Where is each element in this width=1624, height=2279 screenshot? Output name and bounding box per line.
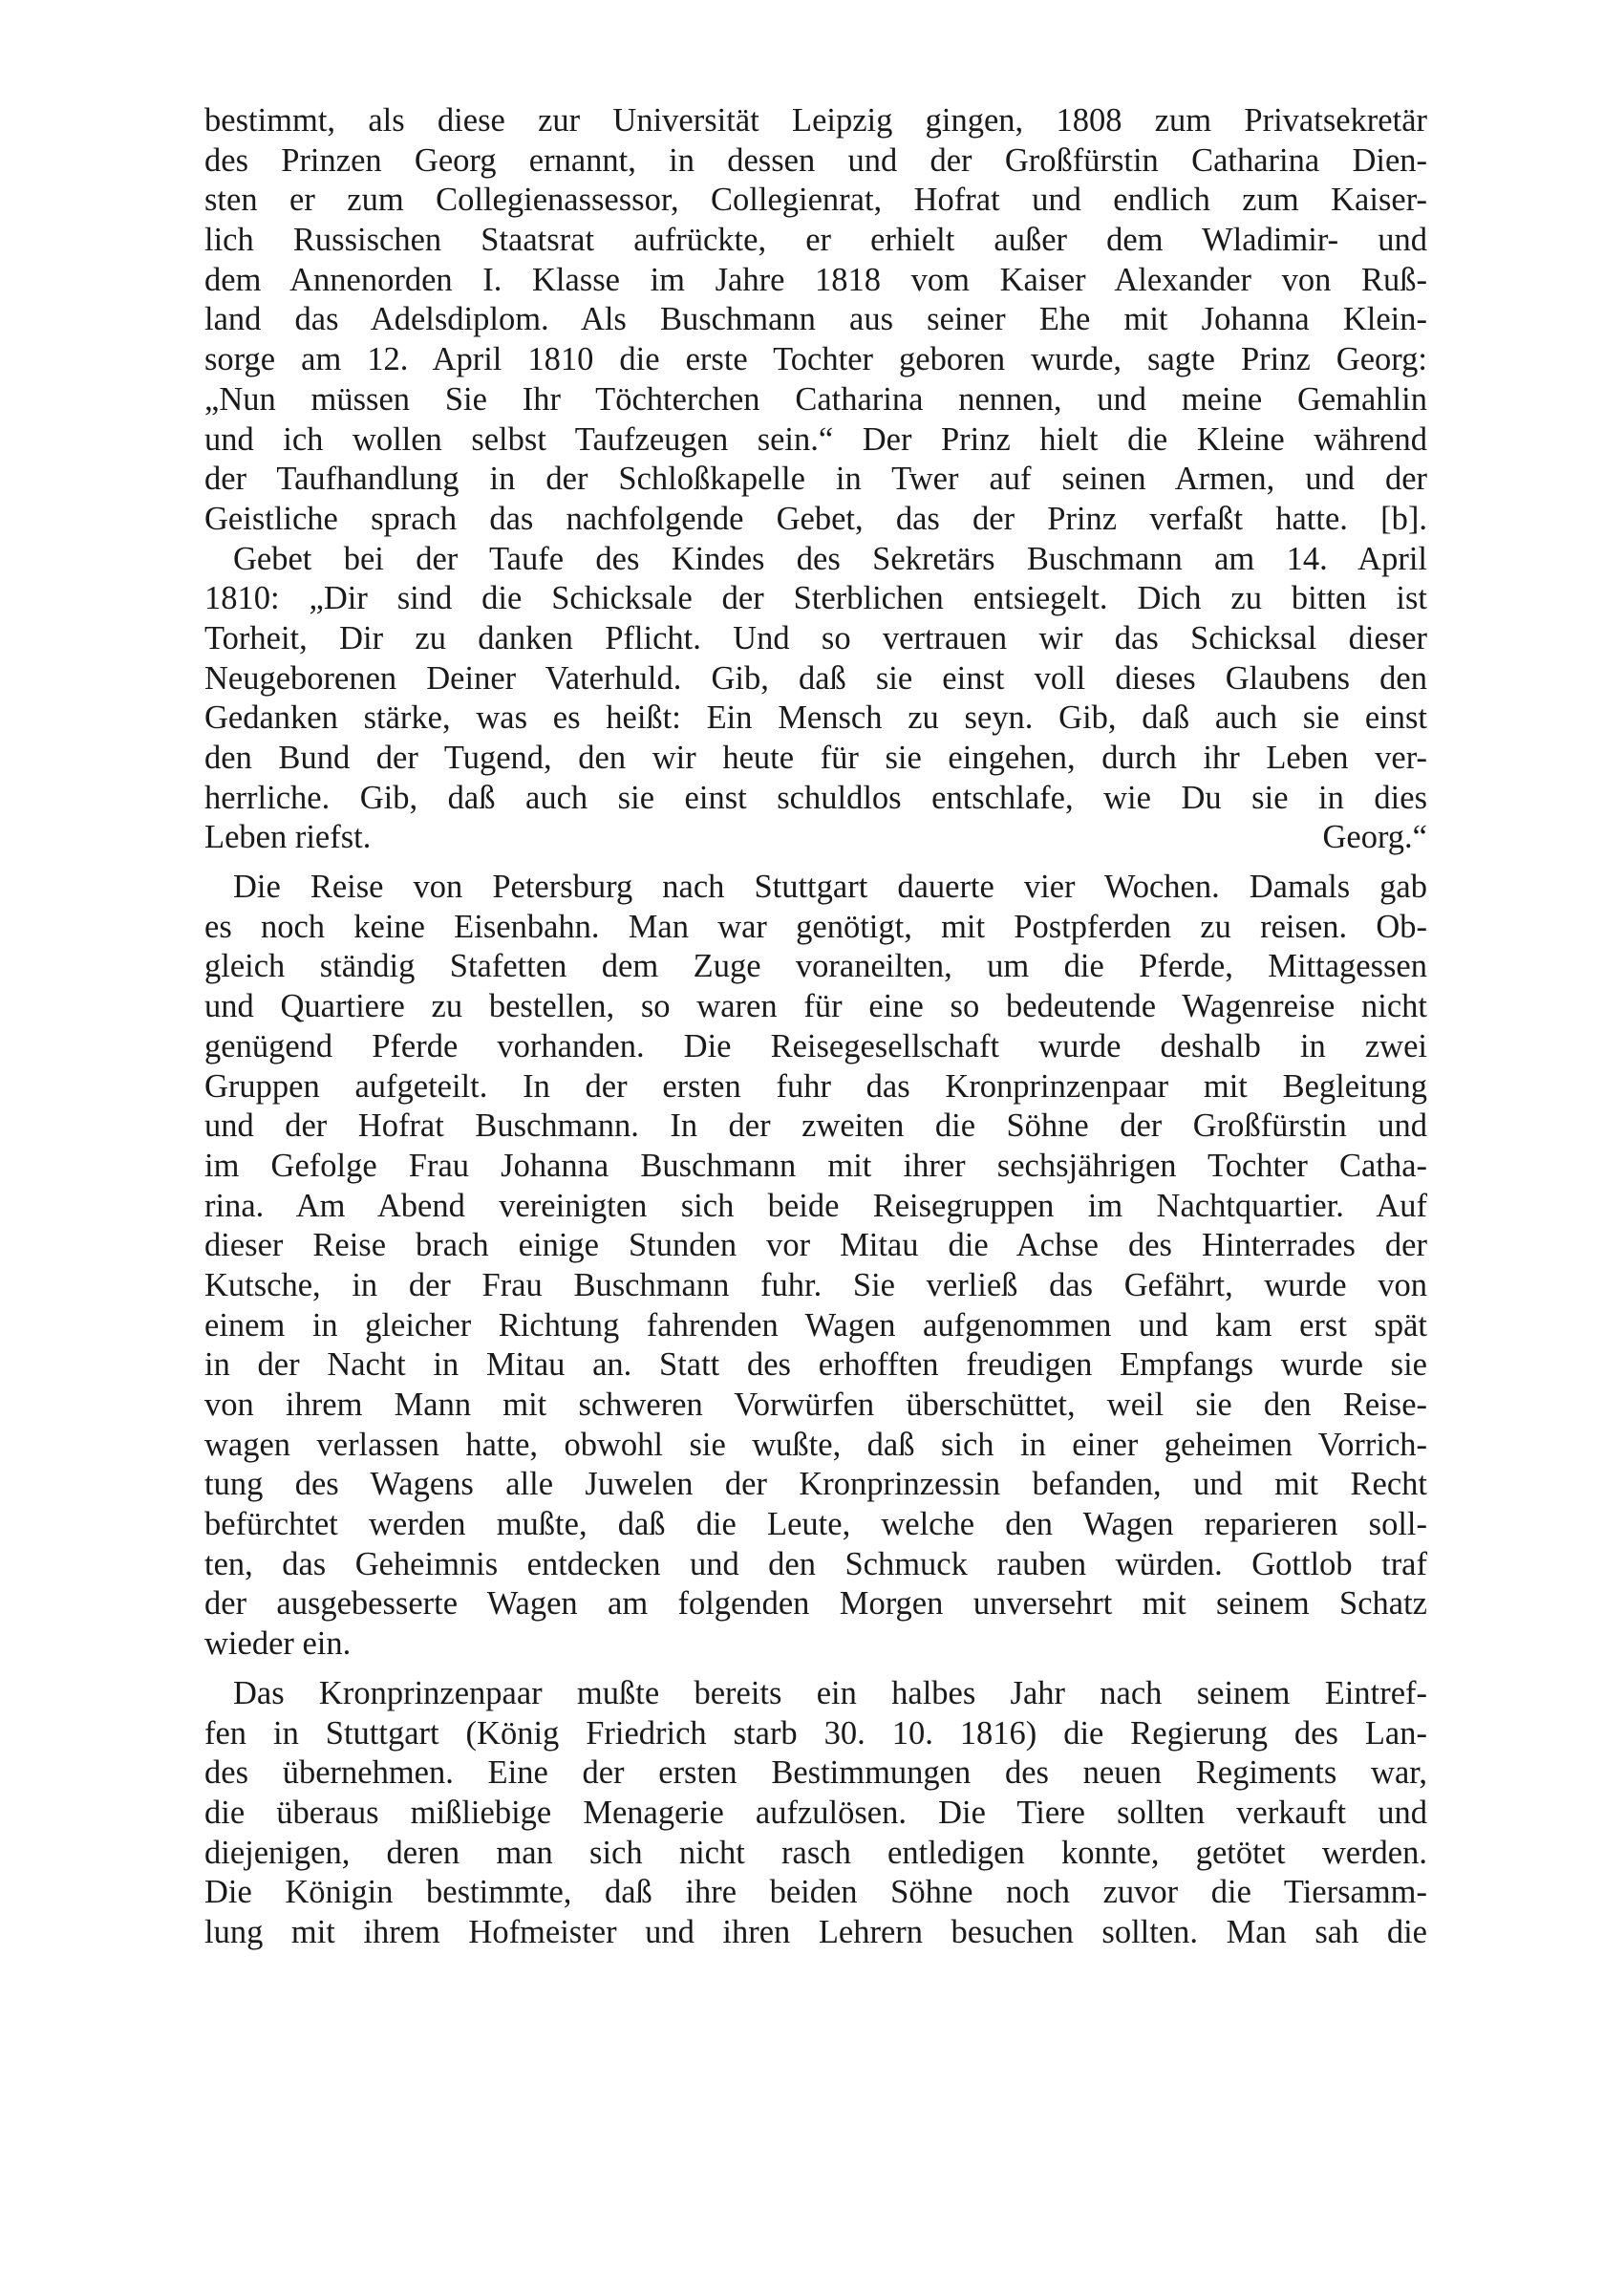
text-line: dem Annenorden I. Klasse im Jahre 1818 vom Kaiser Alexander von Ruß- — [204, 261, 1427, 298]
text-line: sten er zum Collegienassessor, Collegienrat, Hofrat und endlich zum Kaiser- — [204, 182, 1427, 219]
text-line: Gebet bei der Taufe des Kindes des Sekretärs Buschmann am 14. April — [233, 540, 1427, 577]
book-page — [204, 101, 1427, 1953]
text-line: des übernehmen. Eine der ersten Bestimmungen des neuen Regiments war, — [204, 1754, 1427, 1792]
text-line: lung mit ihrem Hofmeister und ihren Lehrern besuchen sollten. Man sah die — [204, 1913, 1427, 1950]
text-line: den Bund der Tugend, den wir heute für sie eingehen, durch ihr Leben ver- — [204, 740, 1427, 776]
text-line: genügend Pferde vorhanden. Die Reisegesellschaft wurde deshalb in zwei — [204, 1027, 1427, 1064]
signature: Georg.“ — [1322, 819, 1427, 856]
closing-text: Leben riefst. — [204, 819, 372, 856]
text-line: bestimmt, als diese zur Universität Leipzig gingen, 1808 zum Privatsekretär — [204, 102, 1427, 139]
paragraph-2-prayer — [204, 540, 1427, 859]
closing-line — [204, 818, 1427, 858]
text-line: Gedanken stärke, was es heißt: Ein Mensch zu seyn. Gib, daß auch sie einst — [204, 699, 1427, 737]
text-line: der ausgebesserte Wagen am folgenden Morgen unversehrt mit seinem Schatz — [204, 1585, 1427, 1623]
text-line: fen in Stuttgart (König Friedrich starb 30. 10. 1816) die Regierung des Lan- — [204, 1714, 1427, 1752]
text-line: Gruppen aufgeteilt. In der ersten fuhr das Kronprinzenpaar mit Begleitung — [204, 1067, 1427, 1105]
text-line: gleich ständig Stafetten dem Zuge voraneilten, um die Pferde, Mittagessen — [204, 948, 1427, 985]
text-line: ten, das Geheimnis entdecken und den Schmuck rauben würden. Gottlob traf — [204, 1545, 1427, 1582]
text-line: Neugeborenen Deiner Vaterhuld. Gib, daß sie einst voll dieses Glaubens den — [204, 659, 1427, 697]
text-line: Die Reise von Petersburg nach Stuttgart dauerte vier Wochen. Damals gab — [233, 869, 1427, 906]
text-line: sorge am 12. April 1810 die erste Tochter geboren wurde, sagte Prinz Georg: — [204, 341, 1427, 378]
text-line: Die Königin bestimmte, daß ihre beiden Söhne noch zuvor die Tiersamm- — [204, 1874, 1427, 1911]
text-line: lich Russischen Staatsrat aufrückte, er erhielt außer dem Wladimir- und — [204, 222, 1427, 259]
text-line: Kutsche, in der Frau Buschmann fuhr. Sie verließ das Gefährt, wurde von — [204, 1266, 1427, 1303]
text-line: herrliche. Gib, daß auch sie einst schuldlos entschlafe, wie Du sie in dies — [204, 779, 1427, 816]
text-line: einem in gleicher Richtung fahrenden Wagen aufgenommen und kam erst spät — [204, 1306, 1427, 1344]
paragraph-gap — [204, 858, 1427, 868]
text-line: der Taufhandlung in der Schloßkapelle in Twer auf seinen Armen, und der — [204, 461, 1427, 498]
paragraph-4 — [204, 1674, 1427, 1953]
paragraph-gap — [204, 1665, 1427, 1674]
text-line: Torheit, Dir zu danken Pflicht. Und so vertrauen wir das Schicksal dieser — [204, 619, 1427, 656]
text-line: Das Kronprinzenpaar mußte bereits ein halbes Jahr nach seinem Eintref- — [233, 1674, 1427, 1711]
text-line: in der Nacht in Mitau an. Statt des erhofften freudigen Empfangs wurde sie — [204, 1346, 1427, 1384]
text-line: die überaus mißliebige Menagerie aufzulösen. Die Tiere sollten verkauft und — [204, 1794, 1427, 1831]
text-line: und Quartiere zu bestellen, so waren für eine so bedeutende Wagenreise nicht — [204, 988, 1427, 1025]
text-line: diejenigen, deren man sich nicht rasch entledigen konnte, getötet werden. — [204, 1834, 1427, 1871]
text-line: „Nun müssen Sie Ihr Töchterchen Catharina nennen, und meine Gemahlin — [204, 380, 1427, 418]
text-line: Geistliche sprach das nachfolgende Gebet, das der Prinz verfaßt hatte. [b]. — [204, 500, 1427, 537]
text-line: tung des Wagens alle Juwelen der Kronprinzessin befanden, und mit Recht — [204, 1466, 1427, 1503]
text-line: befürchtet werden mußte, daß die Leute, welche den Wagen reparieren soll- — [204, 1506, 1427, 1543]
text-line: wieder ein. — [204, 1625, 352, 1663]
text-line: 1810: „Dir sind die Schicksale der Sterblichen entsiegelt. Dich zu bitten ist — [204, 580, 1427, 617]
text-line: des Prinzen Georg ernannt, in dessen und der Großfürstin Catharina Dien- — [204, 141, 1427, 179]
paragraph-1 — [204, 101, 1427, 540]
text-line: im Gefolge Frau Johanna Buschmann mit ihrer sechsjährigen Tochter Catha- — [204, 1147, 1427, 1184]
text-line: und der Hofrat Buschmann. In der zweiten die Söhne der Großfürstin und — [204, 1107, 1427, 1145]
text-line: land das Adelsdiplom. Als Buschmann aus seiner Ehe mit Johanna Klein- — [204, 301, 1427, 338]
text-line: von ihrem Mann mit schweren Vorwürfen überschüttet, weil sie den Reise- — [204, 1387, 1427, 1423]
text-line: wagen verlassen hatte, obwohl sie wußte, daß sich in einer geheimen Vorrich- — [204, 1426, 1427, 1463]
paragraph-3 — [204, 868, 1427, 1665]
text-line: dieser Reise brach einige Stunden vor Mitau die Achse des Hinterrades der — [204, 1227, 1427, 1264]
text-line: rina. Am Abend vereinigten sich beide Reisegruppen im Nachtquartier. Auf — [204, 1187, 1427, 1224]
text-line: es noch keine Eisenbahn. Man war genötigt, mit Postpferden zu reisen. Ob- — [204, 908, 1427, 945]
text-line: und ich wollen selbst Taufzeugen sein.“ Der Prinz hielt die Kleine während — [204, 420, 1427, 458]
